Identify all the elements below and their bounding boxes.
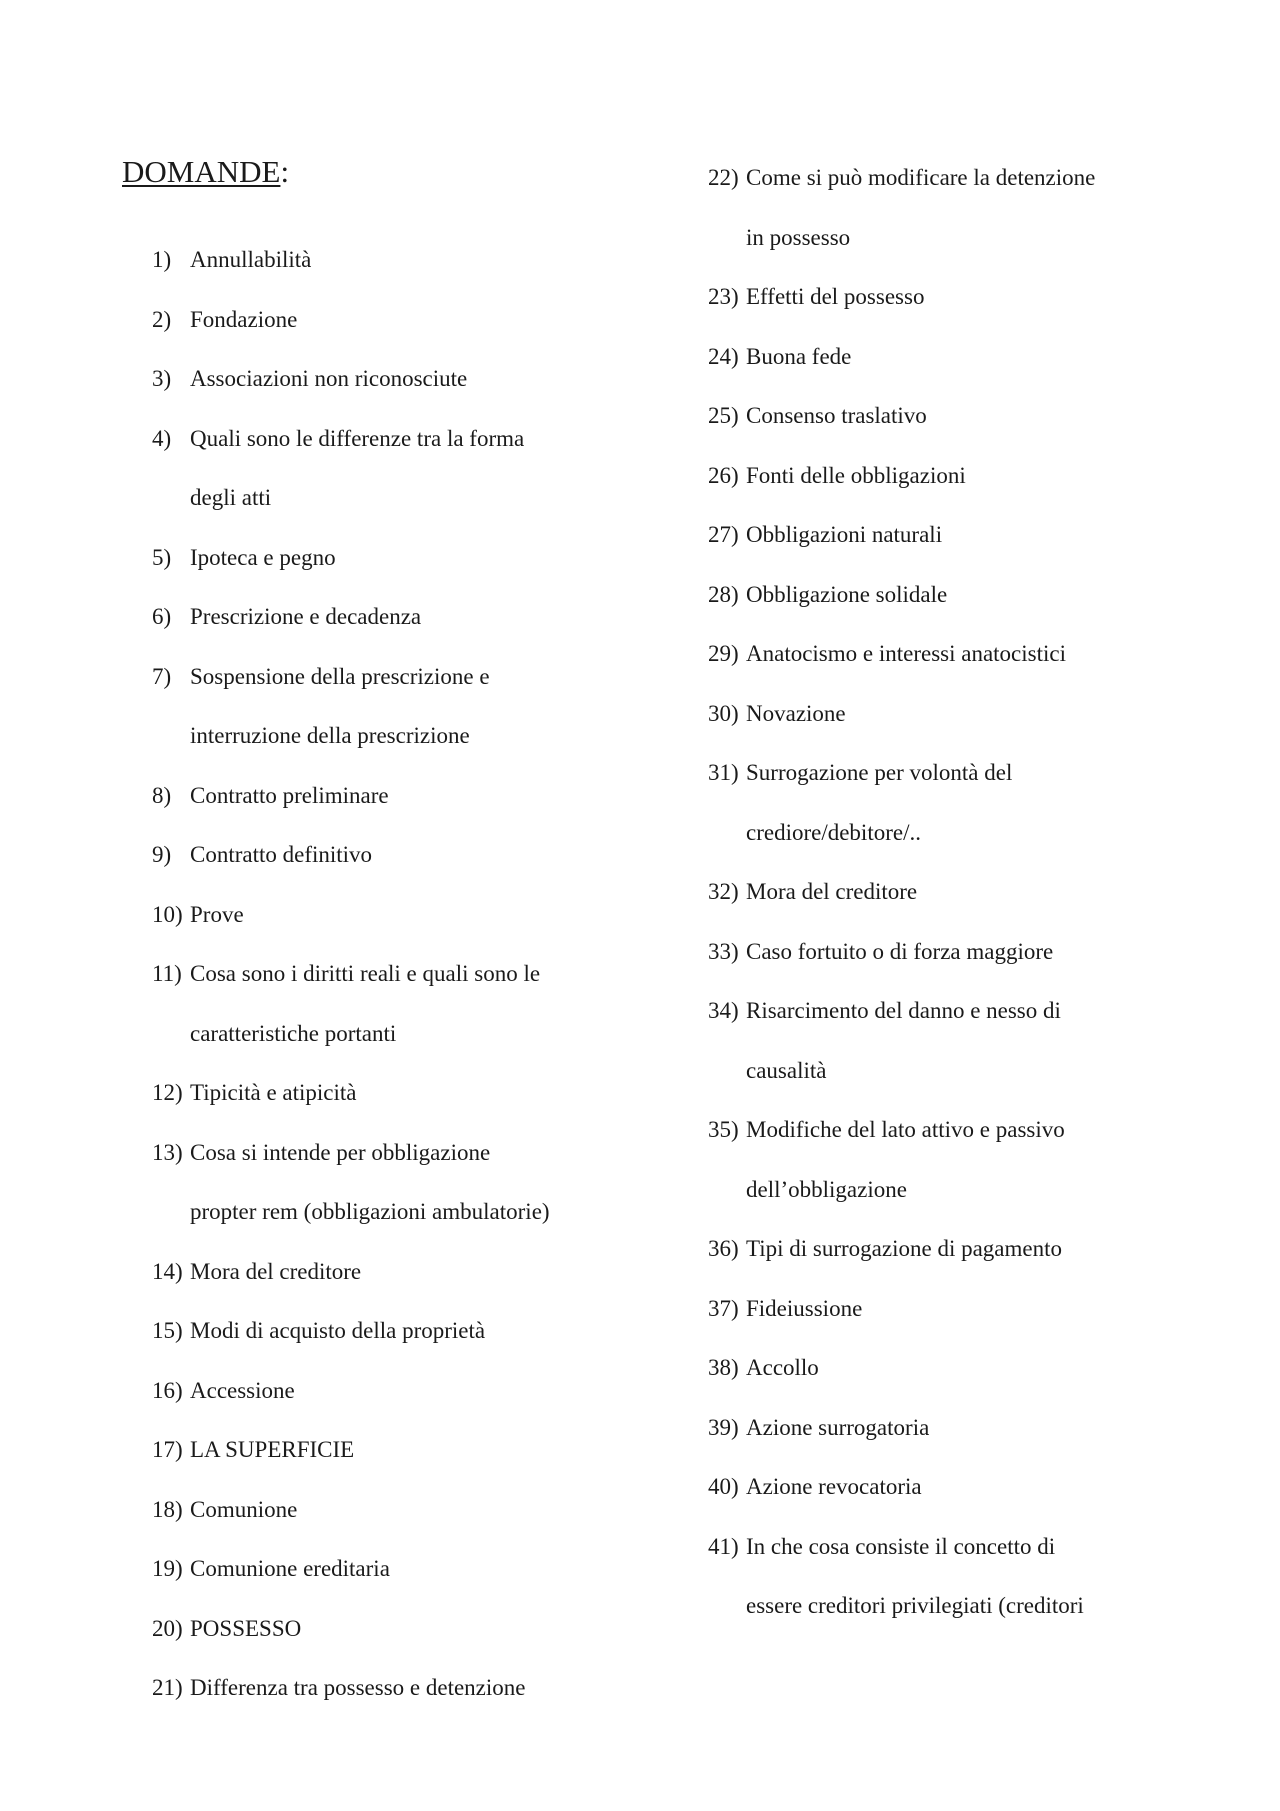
question-item	[708, 148, 1188, 267]
question-item	[152, 1361, 632, 1421]
question-text-line: Consenso traslativo	[746, 403, 927, 428]
question-number: 19)	[152, 1556, 183, 1581]
question-number: 12)	[152, 1080, 183, 1105]
question-item	[152, 1599, 632, 1659]
question-text-line: Cosa si intende per obbligazione	[190, 1139, 491, 1165]
question-text-line: Modi di acquisto della proprietà	[190, 1318, 486, 1343]
question-item	[708, 505, 1188, 565]
page-title-colon: :	[280, 154, 290, 189]
question-number: 10)	[152, 901, 183, 927]
questions-list-left	[152, 230, 632, 1718]
question-text-line: Sospensione della prescrizione e	[190, 663, 490, 689]
question-number: 26)	[708, 462, 739, 488]
question-number: 36)	[708, 1236, 739, 1261]
question-number: 3)	[152, 366, 172, 391]
question-item	[708, 862, 1188, 922]
question-number: 40)	[708, 1474, 739, 1499]
question-item	[708, 1457, 1188, 1517]
question-item	[708, 1338, 1188, 1398]
question-text-line: Surrogazione per volontà del	[746, 760, 1013, 785]
question-number: 38)	[708, 1355, 739, 1380]
question-number: 31)	[708, 760, 739, 785]
question-text-line: interruzione della prescrizione	[190, 723, 470, 748]
question-item	[152, 885, 632, 945]
question-item	[152, 944, 632, 1063]
question-number: 15)	[152, 1318, 183, 1343]
question-item	[708, 743, 1188, 862]
page-title	[122, 152, 289, 192]
question-text-line: LA SUPERFICIE	[190, 1437, 355, 1462]
question-item	[708, 565, 1188, 625]
question-text-line: Fideiussione	[746, 1295, 863, 1321]
question-number: 24)	[708, 343, 739, 369]
question-number: 4)	[152, 425, 172, 451]
question-text-line: Fonti delle obbligazioni	[746, 462, 966, 488]
question-item	[152, 766, 632, 826]
question-text-line: Tipi di surrogazione di pagamento	[746, 1236, 1062, 1261]
question-text-line: Risarcimento del danno e nesso di	[746, 998, 1061, 1023]
question-text-line: Ipoteca e pegno	[190, 544, 336, 570]
question-item	[708, 1398, 1188, 1458]
question-number: 34)	[708, 998, 739, 1023]
question-item	[152, 1123, 632, 1242]
question-number: 2)	[152, 306, 172, 332]
question-item	[152, 825, 632, 885]
question-text-line: Effetti del possesso	[746, 284, 925, 309]
question-item	[152, 1420, 632, 1480]
question-item	[708, 1517, 1188, 1636]
question-text-line: Obbligazione solidale	[746, 581, 948, 607]
question-number: 30)	[708, 700, 739, 726]
question-text-line: Mora del creditore	[746, 879, 918, 904]
question-text-line: Prove	[190, 901, 244, 927]
question-item	[708, 1100, 1188, 1219]
question-text-line: essere creditori privilegiati (creditori	[746, 1593, 1084, 1618]
question-number: 9)	[152, 842, 172, 867]
question-number: 33)	[708, 938, 739, 964]
question-number: 28)	[708, 581, 739, 607]
question-number: 14)	[152, 1258, 183, 1284]
question-text-line: Comunione	[190, 1496, 298, 1522]
question-text-line: in possesso	[746, 224, 851, 250]
question-text-line: propter rem (obbligazioni ambulatorie)	[190, 1199, 550, 1224]
question-number: 37)	[708, 1295, 739, 1321]
question-number: 29)	[708, 641, 739, 666]
question-number: 27)	[708, 522, 739, 547]
question-item	[708, 1279, 1188, 1339]
question-number: 13)	[152, 1139, 183, 1165]
question-text-line: Cosa sono i diritti reali e quali sono le	[190, 961, 541, 986]
question-text-line: In che cosa consiste il concetto di	[746, 1533, 1056, 1559]
question-text-line: degli atti	[190, 485, 272, 510]
question-item	[708, 386, 1188, 446]
question-text-line: Tipicità e atipicità	[190, 1080, 357, 1105]
question-item	[152, 647, 632, 766]
question-text-line: caratteristiche portanti	[190, 1020, 397, 1046]
question-item	[708, 267, 1188, 327]
question-text-line: Azione revocatoria	[746, 1474, 922, 1499]
question-number: 32)	[708, 879, 739, 904]
question-item	[152, 1063, 632, 1123]
question-item	[152, 290, 632, 350]
question-number: 16)	[152, 1377, 183, 1403]
question-number: 1)	[152, 247, 172, 272]
page-title-text: DOMANDE	[122, 154, 281, 189]
question-text-line: Fondazione	[190, 306, 298, 332]
question-item	[152, 1480, 632, 1540]
question-number: 17)	[152, 1437, 183, 1462]
question-number: 6)	[152, 604, 172, 629]
question-number: 20)	[152, 1615, 183, 1641]
question-number: 18)	[152, 1496, 183, 1522]
question-text-line: Quali sono le differenze tra la forma	[190, 425, 525, 451]
question-text-line: Anatocismo e interessi anatocistici	[746, 641, 1066, 666]
question-item	[708, 981, 1188, 1100]
question-text-line: Contratto definitivo	[190, 842, 373, 867]
question-number: 22)	[708, 165, 739, 190]
question-text-line: Novazione	[746, 700, 846, 726]
question-number: 21)	[152, 1675, 183, 1700]
question-text-line: Associazioni non riconosciute	[190, 366, 468, 391]
question-text-line: Comunione ereditaria	[190, 1556, 390, 1581]
question-item	[152, 1242, 632, 1302]
question-text-line: Annullabilità	[190, 247, 312, 272]
question-item	[152, 349, 632, 409]
question-item	[152, 409, 632, 528]
question-item	[152, 1301, 632, 1361]
question-item	[708, 327, 1188, 387]
question-text-line: Prescrizione e decadenza	[190, 604, 422, 629]
question-number: 41)	[708, 1533, 739, 1559]
question-text-line: Modifiche del lato attivo e passivo	[746, 1117, 1065, 1142]
question-item	[708, 922, 1188, 982]
question-number: 8)	[152, 782, 172, 808]
question-text-line: Azione surrogatoria	[746, 1414, 930, 1440]
question-text-line: Obbligazioni naturali	[746, 522, 943, 547]
question-item	[708, 1219, 1188, 1279]
question-text-line: Caso fortuito o di forza maggiore	[746, 938, 1054, 964]
question-number: 39)	[708, 1414, 739, 1440]
question-item	[708, 684, 1188, 744]
question-text-line: Mora del creditore	[190, 1258, 362, 1284]
question-text-line: Differenza tra possesso e detenzione	[190, 1675, 526, 1700]
question-item	[152, 587, 632, 647]
question-item	[708, 624, 1188, 684]
questions-list-right	[708, 148, 1188, 1636]
question-number: 5)	[152, 544, 172, 570]
question-item	[152, 230, 632, 290]
question-number: 7)	[152, 663, 172, 689]
question-text-line: Buona fede	[746, 343, 852, 369]
question-number: 25)	[708, 403, 739, 428]
question-number: 11)	[152, 961, 182, 986]
question-item	[152, 528, 632, 588]
question-text-line: dell’obbligazione	[746, 1176, 907, 1202]
question-text-line: Accessione	[190, 1377, 295, 1403]
question-item	[152, 1658, 632, 1718]
question-item	[708, 446, 1188, 506]
question-text-line: crediore/debitore/..	[746, 819, 921, 845]
question-text-line: Contratto preliminare	[190, 782, 389, 808]
question-text-line: Come si può modificare la detenzione	[746, 165, 1096, 190]
question-text-line: causalità	[746, 1057, 827, 1083]
question-number: 35)	[708, 1117, 739, 1142]
question-text-line: Accollo	[746, 1355, 819, 1380]
question-number: 23)	[708, 284, 739, 309]
question-text-line: POSSESSO	[190, 1615, 302, 1641]
question-item	[152, 1539, 632, 1599]
